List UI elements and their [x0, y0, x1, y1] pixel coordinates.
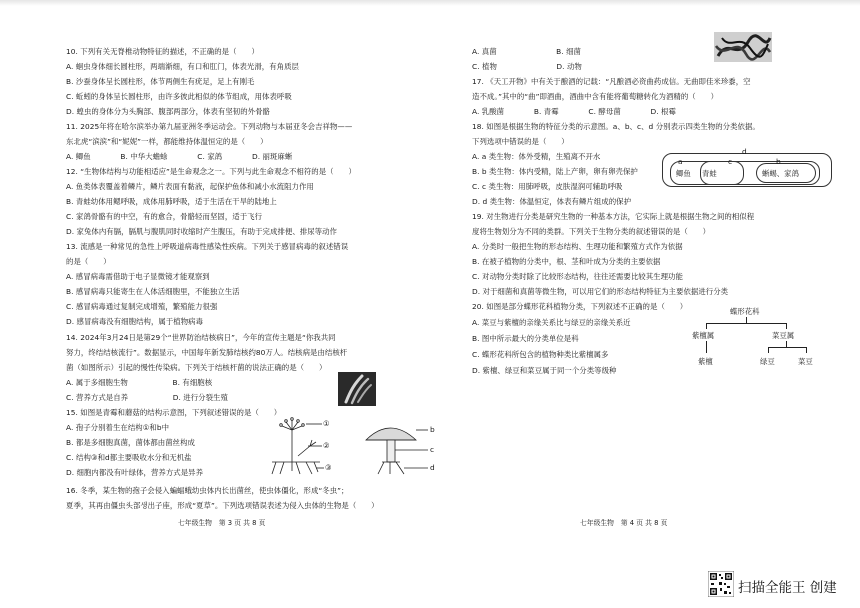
fig15-label-d: d: [430, 463, 435, 472]
q15-option-d: D. 细胞内都没有叶绿体，营养方式是异养: [66, 468, 204, 477]
tree-species-pterocarpus: 紫檀: [698, 357, 713, 366]
penicillium-mushroom-diagram: [262, 416, 440, 478]
q10-option-a: A. 蛔虫身体细长圆柱形，两端渐细，有口和肛门，体表光滑，有角质层: [66, 62, 299, 71]
fig18-label-d: d: [742, 147, 747, 156]
q19-stem-cont: 度将生物划分为不同的类群。下列关于生物分类的叙述错误的是（ ）: [472, 227, 711, 236]
fig18-label-c: c: [728, 157, 733, 166]
q12-option-c: C. 家鸽骨骼有的中空，有的愈合，骨骼轻而坚固，适于飞行: [66, 212, 263, 221]
q13-stem-cont: 的是（ ）: [66, 257, 111, 266]
right-page-footer: 七年级生物 第 4 页 共 8 页: [580, 519, 668, 527]
q18-option-a: A. a 类生物：体外受精，生殖离不开水: [472, 152, 601, 161]
q19-option-d: D. 对于细菌和真菌等微生物，可以用它们的形态结构特征为主要依据进行分类: [472, 287, 729, 296]
q10-option-c: C. 蚯蚓的身体呈长圆柱形，由许多彼此相似的体节组成，用体表呼吸: [66, 92, 292, 101]
q12-option-a: A. 鱼类体表覆盖着鳞片，鳞片表面有黏液，起保护鱼体和减小水流阻力作用: [66, 182, 314, 191]
q10-option-d: D. 蝗虫的身体分为头胸部、腹部两部分，体表有坚韧的外骨骼: [66, 107, 270, 116]
q13-option-b: B. 感冒病毒只能寄生在人体活细胞里，不能独立生活: [66, 287, 240, 296]
classification-tree-q20: [672, 306, 822, 372]
q20-option-d: D. 紫檀、绿豆和菜豆属于同一个分类等级种: [472, 366, 617, 375]
tree-connector: [806, 347, 807, 353]
q14-options-cd: C. 营养方式是自养 D. 进行分裂生殖: [66, 393, 228, 402]
q17-stem-cont: 造不成。”其中的“曲”即酒曲，酒曲中含有能将葡萄糖转化为酒精的（ ）: [472, 92, 719, 101]
fig15-label-2: ②: [323, 441, 330, 450]
q13-stem: 13. 流感是一种常见的急性上呼吸道病毒性感染性疾病。下列关于感冒病毒的叙述错误: [66, 242, 349, 251]
tree-connector: [706, 341, 707, 353]
q15-option-a: A. 孢子分别着生在结构①和b中: [66, 423, 170, 432]
q20-option-c: C. 蝶形花科所包含的植物种类比紫檀属多: [472, 350, 609, 359]
q19-option-c: C. 对动物分类时除了比较形态结构，往往还需要比较其生理功能: [472, 272, 683, 281]
fig15-label-3: ③: [325, 463, 332, 472]
q12-option-d: D. 家兔体内有膈，膈肌与腹肌同时收缩时产生腹压，有助于完成排便、排尿等动作: [66, 227, 337, 236]
q14-stem: 14. 2024年3月24日是第29个“世界防治结核病日”，今年的宣传主题是“你我共同: [66, 333, 336, 342]
q15-option-c: C. 结构③和d都主要吸收水分和无机盐: [66, 453, 192, 462]
q12-stem: 12. “生物体结构与功能相适应”是生命观念之一。下列与此生命观念不相符的是（ ）: [66, 167, 356, 176]
q13-option-a: A. 感冒病毒需借助于电子显微镜才能观察到: [66, 272, 210, 281]
q16-stem-cont: 夏季，其再由僵虫头部생出子座，形成“夏草”。下列选项错误表述为侵入虫体的生物是（ ）: [66, 501, 379, 510]
q13-option-c: C. 感冒病毒通过复制完成增殖，繁殖能力很强: [66, 302, 218, 311]
q11-stem-cont: 东北虎“滨滨”和“妮妮”一样，都能维持体温恒定的是（ ）: [66, 137, 268, 146]
tuberculosis-bacteria-image: [338, 372, 376, 406]
fig18-label-b: b: [776, 157, 781, 166]
q14-stem-cont1: 努力，终结结核流行”。数据显示，中国每年新发肺结核约80万人。结核病是由结核杆: [66, 348, 348, 357]
fig15-label-c: c: [430, 445, 435, 454]
q13-option-d: D. 感冒病毒没有细胞结构，属于植物病毒: [66, 317, 204, 326]
q20-option-a: A. 菜豆与紫檀的亲缘关系比与绿豆的亲缘关系近: [472, 318, 631, 327]
scan-edge: [0, 0, 860, 6]
q18-option-c: C. c 类生物：用肺呼吸，皮肤湿润可辅助呼吸: [472, 182, 623, 191]
tree-species-mung-bean: 绿豆: [760, 357, 775, 366]
q14-options-ab: A. 属于多细胞生物 B. 有细胞核: [66, 378, 213, 387]
q19-option-b: B. 在被子植物的分类中，根、茎和叶成为分类的主要依据: [472, 257, 661, 266]
left-page-footer: 七年级生物 第 3 页 共 8 页: [178, 519, 266, 527]
fig15-label-b: b: [430, 425, 435, 434]
q18-option-b: B. b 类生物：体内受精，陆上产卵，卵有卵壳保护: [472, 167, 638, 176]
classification-diagram-q18: [660, 147, 835, 189]
q18-stem-cont: 下列选项中错误的是（ ）: [472, 137, 569, 146]
q16-options-ab: A. 真菌 B. 细菌: [472, 47, 581, 56]
tree-connector: [768, 347, 806, 348]
fungi-structure-svg: [262, 416, 440, 478]
q20-option-b: B. 图中所示最大的分类单位是科: [472, 334, 579, 343]
fig15-label-1: ①: [323, 419, 330, 428]
q18-option-d: D. d 类生物：体温恒定，体表有鳞片组成的保护: [472, 197, 632, 206]
q15-option-b: B. 都是多细胞真菌，菌体都由菌丝构成: [66, 438, 195, 447]
fig18-box-frog: 青蛙: [702, 169, 717, 178]
q14-stem-cont2: 菌（如图所示）引起的慢性传染病。下列关于结核杆菌的说法正确的是（ ）: [66, 363, 327, 372]
cordyceps-image: [714, 32, 772, 62]
qr-code-icon: [708, 571, 734, 597]
q16-stem: 16. 冬季，某生物的孢子会侵入蝙蝠蛾幼虫体内长出菌丝，使虫体僵化，形成“冬虫”；: [66, 486, 349, 495]
tree-connector: [786, 323, 787, 329]
tree-genus-pterocarpus: 紫檀属: [692, 331, 715, 340]
q11-stem: 11. 2025年将在哈尔滨举办第九届亚洲冬季运动会。下列动物与本届亚冬会吉祥物——: [66, 122, 353, 131]
tree-connector: [768, 347, 769, 353]
tree-species-kidney-bean: 菜豆: [798, 357, 813, 366]
tree-connector: [706, 323, 786, 324]
q17-stem: 17. 《天工开物》中有关于酿酒的记载：“凡酿酒必资曲药成信。无曲即佳米珍黍，空: [472, 77, 751, 86]
fig18-label-a: a: [678, 157, 683, 166]
q19-option-a: A. 分类时一般把生物的形态结构、生理功能和繁殖方式作为依据: [472, 242, 683, 251]
watermark-text: 扫描全能王 创建: [738, 580, 837, 596]
q19-stem: 19. 对生物进行分类是研究生物的一种基本方法，它实际上就是根据生物之间的相似程: [472, 212, 755, 221]
tree-genus-phaseolus: 菜豆属: [772, 331, 795, 340]
q16-options-cd: C. 植物 D. 动物: [472, 62, 582, 71]
q18-stem: 18. 如图是根据生物的特征分类的示意图。a、b、c、d 分别表示四类生物的分类依据。: [472, 122, 760, 131]
q10-option-b: B. 沙蚕身体呈长圆柱形，体节两侧生有疣足，足上有刚毛: [66, 77, 255, 86]
tree-family: 蝶形花科: [730, 307, 760, 316]
q17-options: A. 乳酸菌 B. 青霉 C. 酵母菌 D. 根霉: [472, 107, 676, 116]
q11-options: A. 鲫鱼 B. 中华大蟾蜍 C. 家鸽 D. 丽斑麻蜥: [66, 152, 293, 161]
fig18-box-fish: 鲫鱼: [676, 169, 691, 178]
q15-stem: 15. 如图是青霉和蘑菇的结构示意图，下列叙述错误的是（ ）: [66, 408, 282, 417]
fig18-box-lizard-pigeon: 蜥蜴、家鸽: [762, 169, 799, 178]
q12-option-b: B. 青蛙幼体用鳃呼吸，成体用肺呼吸，适于生活在干旱的陆地上: [66, 197, 277, 206]
q20-stem: 20. 如图是部分蝶形花科植物分类，下列叙述不正确的是（ ）: [472, 302, 688, 311]
tree-connector: [706, 323, 707, 329]
q10-stem: 10. 下列有关无脊椎动物特征的描述，不正确的是（ ）: [66, 47, 259, 56]
